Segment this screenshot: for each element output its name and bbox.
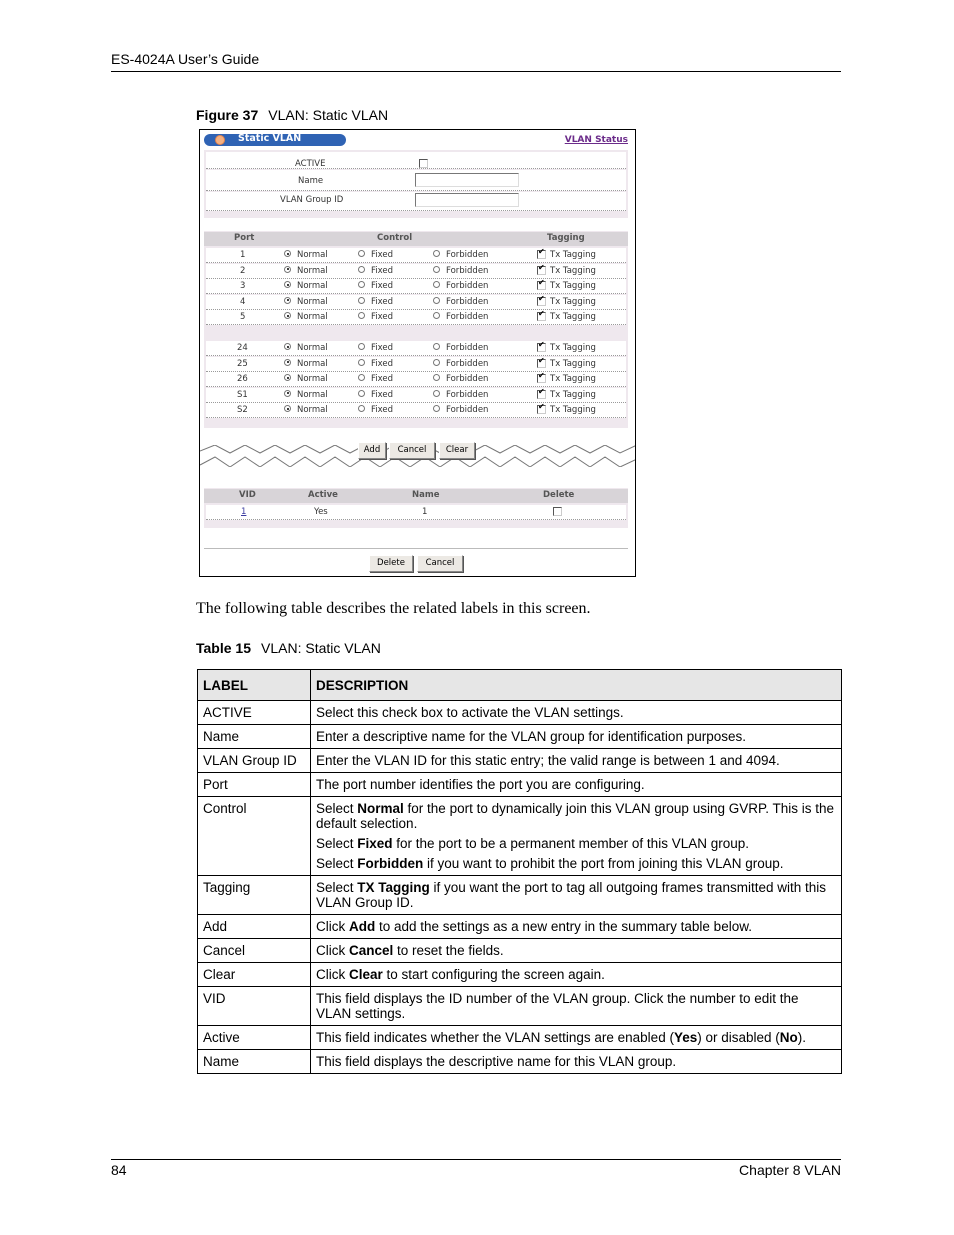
normal-label: Normal (297, 343, 328, 353)
summary-active-value: Yes (314, 507, 328, 517)
tx-tagging-checkbox[interactable] (537, 266, 546, 275)
normal-radio[interactable] (284, 250, 291, 257)
forbidden-radio[interactable] (433, 390, 440, 397)
control-header: Control (377, 233, 413, 243)
forbidden-label: Forbidden (446, 296, 489, 307)
active-header: Active (308, 490, 338, 500)
row-label: VID (198, 987, 311, 1026)
row-label: ACTIVE (198, 701, 311, 725)
description-column-header: DESCRIPTION (311, 670, 842, 701)
summary-name-value: 1 (422, 507, 428, 517)
row-description: The port number identifies the port you are configuring. (311, 773, 842, 797)
add-button[interactable]: Add (358, 442, 386, 459)
table-row (198, 797, 842, 876)
table-row (198, 915, 842, 939)
forbidden-label: Forbidden (446, 374, 489, 385)
row-description: Enter the VLAN ID for this static entry; the valid range is between 1 and 4094. (311, 749, 842, 773)
normal-label: Normal (297, 265, 328, 276)
tx-tagging-checkbox[interactable] (537, 359, 546, 368)
table-title: VLAN: Static VLAN (261, 640, 381, 656)
forbidden-label: Forbidden (446, 405, 489, 416)
tab-static-vlan (204, 134, 346, 146)
forbidden-label: Forbidden (446, 358, 489, 369)
static-vlan-screenshot (199, 129, 636, 577)
table-row (198, 939, 842, 963)
vlan-status-link[interactable]: VLAN Status (564, 135, 628, 145)
tx-tagging-checkbox[interactable] (537, 312, 546, 321)
row-label: Port (198, 773, 311, 797)
table-header-row (198, 670, 842, 701)
tx-tagging-checkbox[interactable] (537, 250, 546, 259)
table-row (198, 963, 842, 987)
fixed-radio[interactable] (358, 266, 365, 273)
normal-label: Normal (297, 312, 328, 323)
normal-label: Normal (297, 374, 328, 385)
port-number: 3 (240, 281, 246, 292)
fixed-radio[interactable] (358, 359, 365, 366)
table-label: Table 15 (196, 640, 251, 656)
fixed-radio[interactable] (358, 250, 365, 257)
fixed-label: Fixed (371, 281, 394, 292)
normal-radio[interactable] (284, 343, 291, 350)
row-label: VLAN Group ID (198, 749, 311, 773)
tab-title: Static VLAN (238, 133, 302, 144)
row-description: This field displays the descriptive name for this VLAN group. (311, 1050, 842, 1074)
row-description: Click Clear to start configuring the screen again. (311, 963, 842, 987)
active-checkbox[interactable] (419, 159, 428, 168)
tab-bullet-icon (215, 135, 225, 145)
tx-tagging-label: Tx Tagging (550, 296, 596, 307)
row-label: Tagging (198, 876, 311, 915)
fixed-radio[interactable] (358, 297, 365, 304)
forbidden-label: Forbidden (446, 265, 489, 276)
footer-rule (111, 1159, 841, 1160)
active-label: ACTIVE (295, 159, 326, 169)
tx-tagging-label: Tx Tagging (550, 358, 596, 369)
tx-tagging-label: Tx Tagging (550, 389, 596, 400)
fixed-label: Fixed (371, 343, 394, 353)
tx-tagging-label: Tx Tagging (550, 265, 596, 276)
forbidden-label: Forbidden (446, 389, 489, 400)
forbidden-paragraph: Select Forbidden if you want to prohibit the port from joining this VLAN group. (316, 856, 784, 871)
delete-header: Delete (543, 490, 575, 500)
forbidden-label: Forbidden (446, 250, 489, 260)
summary-row (206, 505, 626, 520)
row-label: Cancel (198, 939, 311, 963)
port-number: 26 (237, 374, 248, 385)
label-description-table (197, 669, 842, 1074)
tx-tagging-checkbox[interactable] (537, 374, 546, 383)
normal-label: Normal (297, 250, 328, 260)
tx-tagging-checkbox[interactable] (537, 405, 546, 414)
table-row (198, 876, 842, 915)
fixed-radio[interactable] (358, 343, 365, 350)
table-row (198, 701, 842, 725)
row-description: This field indicates whether the VLAN settings are enabled (Yes) or disabled (No). (311, 1026, 842, 1050)
fixed-radio[interactable] (358, 390, 365, 397)
tx-tagging-checkbox[interactable] (537, 281, 546, 290)
figure-label: Figure 37 (196, 107, 259, 123)
tx-tagging-label: Tx Tagging (550, 343, 596, 353)
row-label: Control (198, 797, 311, 876)
port-number: S1 (237, 389, 248, 400)
page-number: 84 (111, 1162, 127, 1178)
cancel-bottom-button[interactable]: Cancel (417, 555, 463, 572)
table-row (198, 773, 842, 797)
fixed-label: Fixed (371, 312, 394, 323)
tx-tagging-label: Tx Tagging (550, 281, 596, 292)
clear-button[interactable]: Clear (439, 442, 475, 459)
row-description: Select TX Tagging if you want the port to tag all outgoing frames transmitted with this VLAN Group ID. (311, 876, 842, 915)
row-description: Click Add to add the settings as a new entry in the summary table below. (311, 915, 842, 939)
port-number: 1 (240, 250, 246, 260)
fixed-paragraph: Select Fixed for the port to be a permanent member of this VLAN group. (316, 836, 749, 851)
table-row (198, 1050, 842, 1074)
normal-paragraph: Select Normal for the port to dynamically join this VLAN group using GVRP. This is the default selection. (316, 801, 835, 831)
cancel-button[interactable]: Cancel (389, 442, 435, 459)
running-header: ES-4024A User’s Guide (111, 51, 260, 67)
row-label: Name (198, 725, 311, 749)
row-label: Active (198, 1026, 311, 1050)
row-label: Add (198, 915, 311, 939)
tagging-header: Tagging (547, 233, 585, 243)
header-rule (111, 71, 841, 72)
row-description: Click Cancel to reset the fields. (311, 939, 842, 963)
normal-radio[interactable] (284, 297, 291, 304)
normal-label: Normal (297, 281, 328, 292)
table-row (198, 749, 842, 773)
fixed-label: Fixed (371, 374, 394, 385)
fixed-label: Fixed (371, 265, 394, 276)
port-table-header (204, 232, 628, 246)
delete-button[interactable]: Delete (369, 555, 413, 572)
tx-tagging-label: Tx Tagging (550, 374, 596, 385)
forbidden-radio[interactable] (433, 297, 440, 304)
fixed-label: Fixed (371, 296, 394, 307)
forbidden-label: Forbidden (446, 343, 489, 353)
table-row (198, 1026, 842, 1050)
vid-link[interactable]: 1 (241, 507, 247, 517)
tx-tagging-checkbox[interactable] (537, 297, 546, 306)
fixed-label: Fixed (371, 250, 394, 260)
forbidden-radio[interactable] (433, 359, 440, 366)
row-description (311, 797, 842, 876)
port-number: 5 (240, 312, 246, 323)
figure-caption (196, 107, 388, 123)
normal-radio[interactable] (284, 359, 291, 366)
table-row (198, 725, 842, 749)
row-description: This field displays the ID number of the VLAN group. Click the number to edit the VLAN settings. (311, 987, 842, 1026)
port-number: 24 (237, 343, 248, 353)
divider (204, 548, 628, 549)
normal-radio[interactable] (284, 266, 291, 273)
tx-tagging-label: Tx Tagging (550, 250, 596, 260)
row-label: Clear (198, 963, 311, 987)
chapter-title: Chapter 8 VLAN (739, 1162, 841, 1178)
tx-tagging-checkbox[interactable] (537, 343, 546, 352)
fixed-label: Fixed (371, 405, 394, 416)
port-number: 4 (240, 296, 246, 307)
forbidden-radio[interactable] (433, 266, 440, 273)
table-row (198, 987, 842, 1026)
intro-paragraph: The following table describes the related labels in this screen. (196, 600, 591, 617)
name-header: Name (412, 490, 440, 500)
tx-tagging-checkbox[interactable] (537, 390, 546, 399)
port-number: 25 (237, 358, 248, 369)
delete-checkbox[interactable] (553, 507, 562, 516)
fixed-label: Fixed (371, 389, 394, 400)
forbidden-radio[interactable] (433, 343, 440, 350)
forbidden-radio[interactable] (433, 250, 440, 257)
name-label: Name (298, 176, 324, 186)
forbidden-label: Forbidden (446, 312, 489, 323)
port-number: 2 (240, 265, 246, 276)
row-label: Name (198, 1050, 311, 1074)
tx-tagging-label: Tx Tagging (550, 405, 596, 416)
label-column-header: LABEL (198, 670, 311, 701)
summary-header (204, 489, 628, 503)
vid-header: VID (239, 490, 256, 500)
tx-tagging-label: Tx Tagging (550, 312, 596, 323)
figure-title: VLAN: Static VLAN (268, 107, 389, 123)
row-description: Select this check box to activate the VLAN settings. (311, 701, 842, 725)
fixed-label: Fixed (371, 358, 394, 369)
vlan-group-id-label: VLAN Group ID (280, 195, 344, 205)
forbidden-label: Forbidden (446, 281, 489, 292)
port-header: Port (234, 233, 255, 243)
normal-label: Normal (297, 296, 328, 307)
name-input[interactable] (415, 173, 519, 187)
normal-label: Normal (297, 389, 328, 400)
table-caption (196, 640, 381, 656)
row-description: Enter a descriptive name for the VLAN group for identification purposes. (311, 725, 842, 749)
normal-radio[interactable] (284, 390, 291, 397)
normal-label: Normal (297, 405, 328, 416)
normal-label: Normal (297, 358, 328, 369)
port-number: S2 (237, 405, 248, 416)
vlan-group-id-input[interactable] (415, 193, 519, 207)
